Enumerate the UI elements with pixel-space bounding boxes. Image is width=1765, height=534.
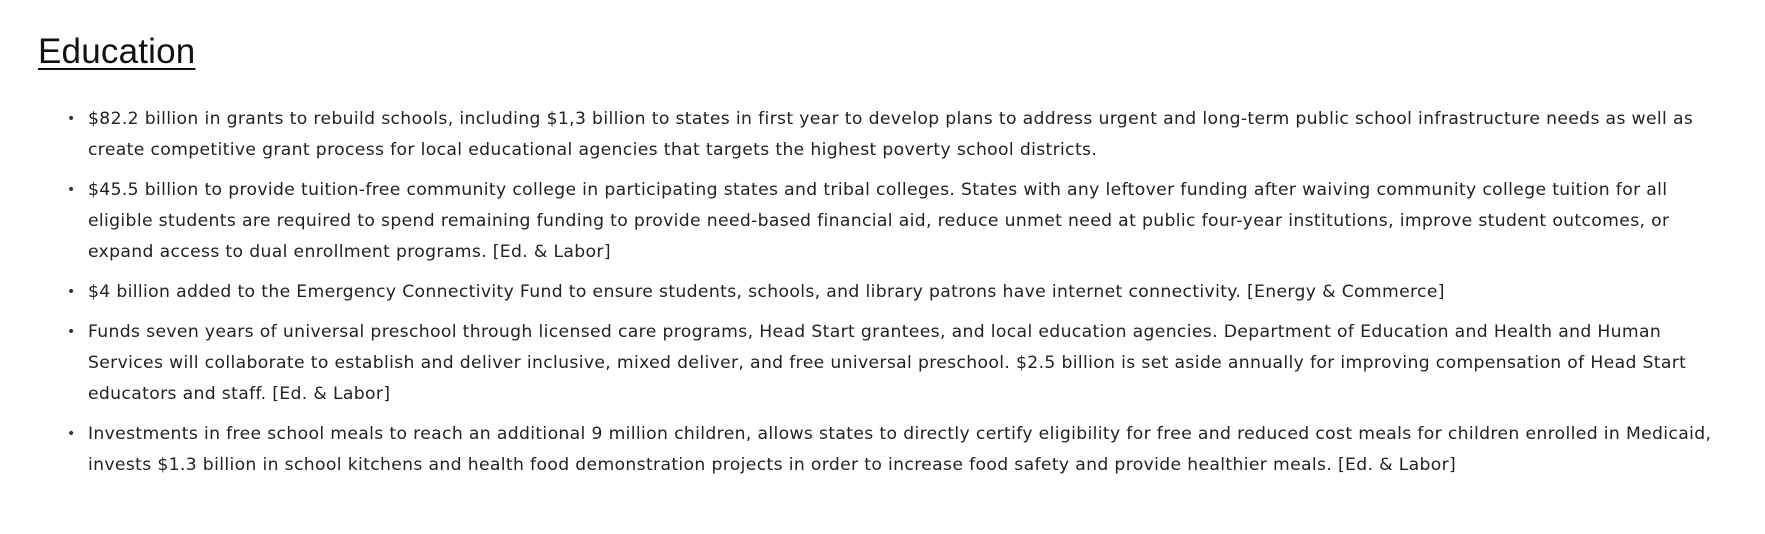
list-item-text: $45.5 billion to provide tuition-free community college in participating states and tribal colleges. States with any leftover funding after waiving community college tuition for all eligible students are required to spend remaining funding to provide need-based financial aid, reduce unmet need at public four-year institutions, improve student outcomes, or expand access to dual enrollment programs. [Ed. & Labor]	[88, 180, 1670, 262]
list-item-text: Funds seven years of universal preschool through licensed care programs, Head Start grantees, and local education agencies. Department of Education and Health and Human Services will collaborate to establish and deliver inclusive, mixed deliver, and free universal preschool. $2.5 billion is set aside annually for improving compensation of Head Start educators and staff. [Ed. & Labor]	[88, 322, 1687, 404]
list-item	[38, 175, 1738, 268]
bullet-icon: •	[67, 182, 76, 198]
bullet-icon: •	[67, 324, 76, 340]
section-title: Education	[38, 32, 196, 71]
list-item-text: $4 billion added to the Emergency Connectivity Fund to ensure students, schools, and library patrons have internet connectivity. [Energy & Commerce]	[88, 282, 1445, 302]
list-item	[38, 277, 1738, 308]
bullet-list	[38, 104, 1738, 481]
list-item	[38, 419, 1738, 481]
list-item	[38, 104, 1738, 166]
bullet-icon: •	[67, 426, 76, 442]
list-item	[38, 317, 1738, 410]
bullet-icon: •	[67, 111, 76, 127]
education-section	[38, 28, 1738, 490]
bullet-icon: •	[67, 284, 76, 300]
list-item-text: $82.2 billion in grants to rebuild schools, including $1,3 billion to states in first year to develop plans to address urgent and long-term public school infrastructure needs as well as create competitive grant process for local educational agencies that targets the highest poverty school districts.	[88, 109, 1694, 160]
list-item-text: Investments in free school meals to reach an additional 9 million children, allows states to directly certify eligibility for free and reduced cost meals for children enrolled in Medicaid, invests $1.3 billion in school kitchens and health food demonstration projects in order to increase food safety and provide healthier meals. [Ed. & Labor]	[88, 424, 1712, 475]
